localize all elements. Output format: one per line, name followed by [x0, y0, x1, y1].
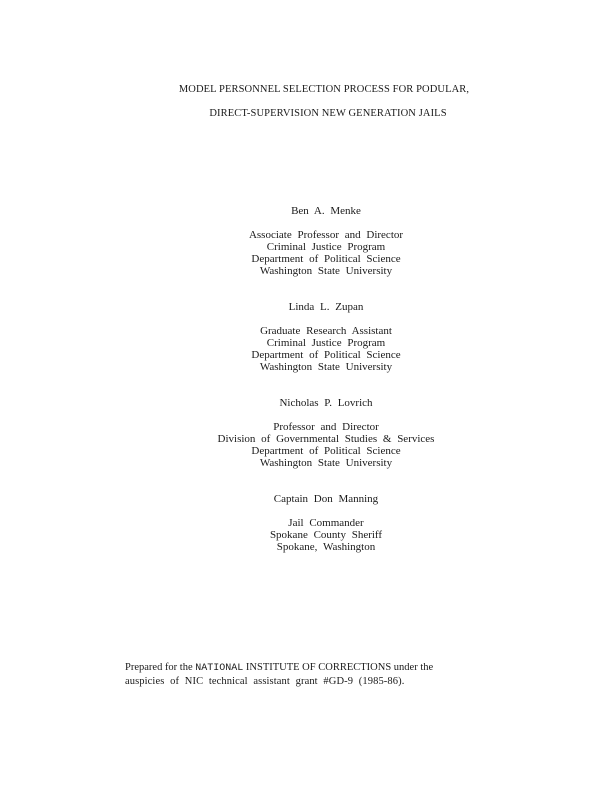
author-affiliation-line: Washington State University [259, 457, 393, 469]
author-affiliation-line: Jail Commander [288, 517, 364, 529]
author-affiliation-line: Criminal Justice Program [266, 337, 386, 349]
author-affiliation-line: Division of Governmental Studies & Services [217, 433, 435, 445]
author-affiliation-line: Associate Professor and Director [248, 229, 404, 241]
author-affiliation-line: Washington State University [259, 265, 393, 277]
author-name: Captain Don Manning [273, 493, 379, 505]
footer-line-1 [125, 661, 505, 675]
footer-line-1-rest: INSTITUTE OF CORRECTIONS under the [245, 662, 434, 673]
author-affiliation-line: Washington State University [259, 361, 393, 373]
author-affiliation-line: Department of Political Science [251, 253, 401, 265]
author-affiliation-line: Department of Political Science [251, 349, 401, 361]
footer-line-2: auspicies of NIC technical assistant grant #GD-9 (1985-86). [125, 676, 405, 687]
author-affiliation-line: Spokane County Sheriff [269, 529, 383, 541]
author-name: Ben A. Menke [291, 205, 361, 217]
footer-agency-word: NATIONAL [195, 663, 244, 674]
author-block-menke [26, 205, 600, 277]
author-block-zupan [26, 301, 600, 373]
author-affiliation-line: Graduate Research Assistant [260, 325, 392, 337]
footer-note [125, 661, 505, 688]
author-block-lovrich [26, 397, 600, 469]
author-affiliation-line: Department of Political Science [251, 445, 401, 457]
author-affiliation-line: Professor and Director [273, 421, 379, 433]
footer-prefix: Prepared for the [125, 662, 193, 673]
author-block-manning [26, 493, 600, 553]
author-affiliation-line: Criminal Justice Program [266, 241, 386, 253]
author-name: Nicholas P. Lovrich [279, 397, 373, 409]
author-affiliation-line: Spokane, Washington [276, 541, 376, 553]
author-name: Linda L. Zupan [288, 301, 364, 313]
title-line-2: DIRECT-SUPERVISION NEW GENERATION JAILS [209, 108, 447, 119]
title-line-1: MODEL PERSONNEL SELECTION PROCESS FOR PODULAR, [178, 84, 470, 95]
